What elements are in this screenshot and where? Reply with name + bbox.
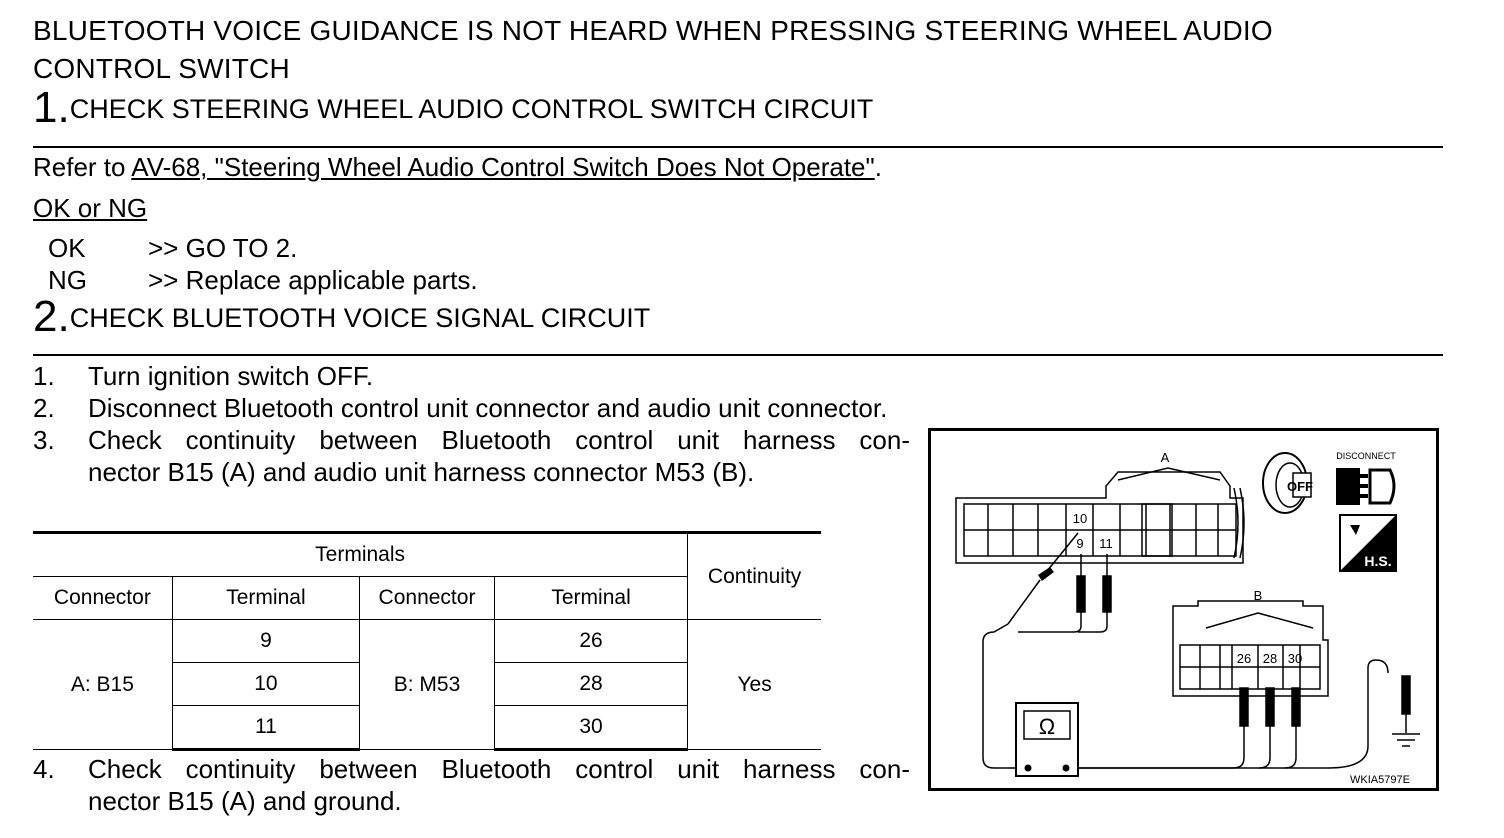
item-3-text-line1: Check continuity between Bluetooth control unit harness con- [88,425,910,455]
refer-suffix: . [874,152,882,182]
step-1-number: 1. [33,83,70,132]
pin-30-label: 30 [1287,651,1303,666]
step-2-heading [33,292,651,341]
item-1-text: Turn ignition switch OFF. [88,361,374,391]
disconnect-icon [1336,451,1396,503]
step-1-rule [33,146,1443,148]
continuity-table [33,531,821,751]
connector-a-label: A [1160,450,1170,465]
item-2-num: 2. [33,393,55,423]
result-ok-action: >> GO TO 2. [148,233,298,263]
table-header-terminal-a: Terminal [172,577,359,620]
step-2-rule [33,354,1443,356]
ohmmeter-icon [1016,703,1078,776]
table-cell-terminal-b: 26 [494,620,687,663]
title-line-2: CONTROL SWITCH [33,53,290,84]
item-3-num: 3. [33,425,55,455]
disconnect-text: DISCONNECT [1336,451,1396,461]
table-header-continuity: Continuity [688,533,821,620]
pin-26-label: 26 [1236,651,1252,666]
step-1-heading [33,83,874,132]
step-2-heading-text: CHECK BLUETOOTH VOICE SIGNAL CIRCUIT [69,303,651,333]
result-ng-code: NG [48,265,87,295]
pin-11-label: 11 [1099,536,1113,551]
table-header-connector-b: Connector [360,577,495,620]
page-title [33,12,1273,88]
table-cell-terminal-a: 9 [172,620,359,663]
diagram-frame [930,430,1438,790]
table-header-terminals: Terminals [33,533,688,577]
pin-9-label: 9 [1076,536,1084,551]
table-cell-terminal-b: 30 [494,706,687,750]
connector-b-label: B [1253,588,1263,603]
pin-10-label: 10 [1072,511,1088,526]
item-4-num: 4. [33,754,55,784]
table-cell-connector-b: B: M53 [360,620,495,750]
refer-link[interactable]: AV-68, "Steering Wheel Audio Control Switch Does Not Operate" [131,152,875,182]
table-row [33,620,821,663]
title-line-1: BLUETOOTH VOICE GUIDANCE IS NOT HEARD WHEN PRESSING STEERING WHEEL AUDIO [33,15,1273,46]
hs-icon [1340,515,1396,571]
step-1-heading-text: CHECK STEERING WHEEL AUDIO CONTROL SWITCH CIRCUIT [69,94,874,124]
table-header-connector-a: Connector [33,577,172,620]
item-1-num: 1. [33,361,55,391]
table-cell-terminal-a: 11 [172,706,359,750]
table-cell-continuity: Yes [688,620,821,750]
ignition-text: OFF [1287,479,1313,494]
item-3-text-line2: nector B15 (A) and audio unit harness connector M53 (B). [88,457,755,487]
table-header-terminal-b: Terminal [494,577,687,620]
item-4-text-line1: Check continuity between Bluetooth control unit harness con- [88,754,910,784]
diagram-code: WKIA5797E [1350,774,1410,786]
table-cell-connector-a: A: B15 [33,620,172,750]
step-2-number: 2. [33,292,70,341]
wiring-diagram [928,428,1439,791]
pin-28-label: 28 [1262,651,1278,666]
table-cell-terminal-b: 28 [494,663,687,706]
table-cell-terminal-a: 10 [172,663,359,706]
result-ng-action: >> Replace applicable parts. [148,265,478,295]
ok-ng-link[interactable]: OK or NG [33,193,148,223]
result-ok-code: OK [48,233,86,263]
item-4-text-line2: nector B15 (A) and ground. [88,786,402,816]
ohm-symbol: Ω [1038,714,1056,739]
hs-text: H.S. [1364,553,1392,569]
refer-prefix: Refer to [33,152,132,182]
item-2-text: Disconnect Bluetooth control unit connector and audio unit connector. [88,393,888,423]
refer-line [33,151,882,183]
